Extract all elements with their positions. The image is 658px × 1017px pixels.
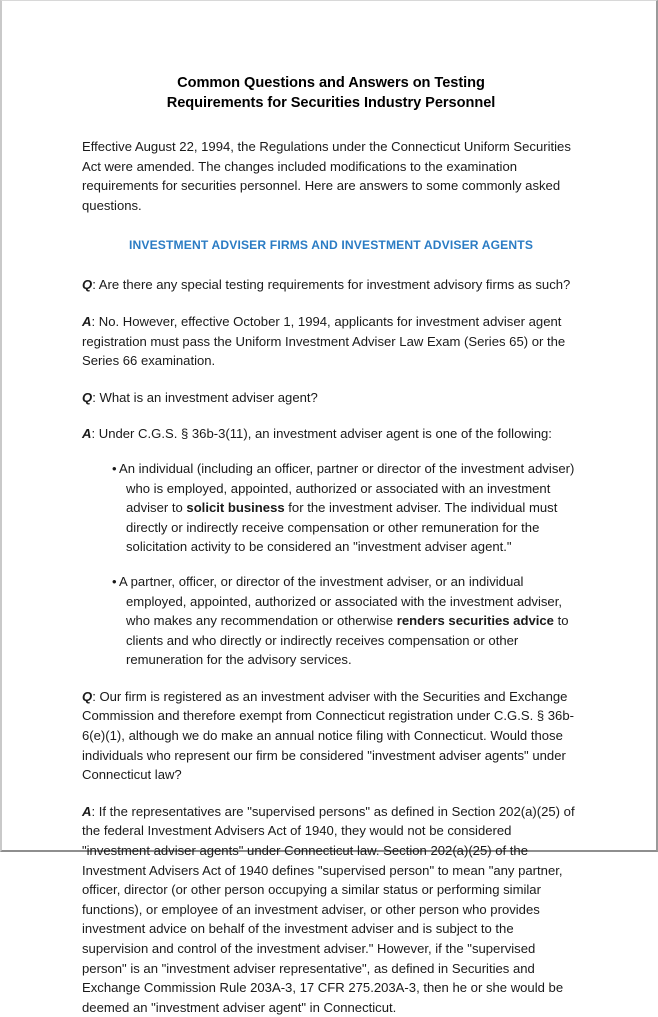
intro-paragraph: Effective August 22, 1994, the Regulations under the Connecticut Uniform Securities Act were amended. The changes included modifications to the examination requirements for securities personnel. Here are answers to some commonly asked questions. [82,139,571,213]
answer-marker: A [82,426,92,442]
spacer [82,215,580,237]
list-item [82,572,580,670]
spacer [82,371,580,388]
spacer [82,113,580,137]
list-item [82,459,580,557]
answer-colon: : [91,313,96,329]
question-marker: Q [82,389,93,405]
list-item-text-part-2: to clients and who directly or indirectly receives compensation or other remuneration for the advisory services. [126,613,569,668]
question-colon: : [92,688,96,704]
list-item-emphasis: renders securities advice [396,613,554,629]
question-colon: : [92,389,96,405]
answer-colon: : [91,426,96,442]
question-3-text: Our firm is registered as an investment adviser with the Securities and Exchange Commission and therefore exempt from Connecticut registration under C.G.S. § 36b-6(e)(1), although we do make an annual notice filing with Connecticut. Would those individuals who represent our firm be considered "investment adviser agents" under Connecticut law? [82,688,574,783]
spacer [82,253,580,275]
bullet-icon: • [112,460,117,476]
spacer [82,444,580,459]
answer-3 [82,802,580,1017]
document-content [82,73,580,1017]
question-colon: : [92,277,96,293]
question-2 [82,388,580,408]
section-heading: INVESTMENT ADVISER FIRMS AND INVESTMENT ADVISER AGENTS [128,238,534,253]
page-title-line-2: Requirements for Securities Industry Personnel [166,95,496,111]
list-item-emphasis: solicit business [186,500,285,516]
bullet-icon: • [112,573,117,589]
question-marker: Q [82,688,93,704]
question-2-text: What is an investment adviser agent? [95,389,318,405]
question-1 [82,275,580,295]
list-item-text-part-1: An individual (including an officer, partner or director of the investment adviser) who is employed, appointed, authorized or associated with an investment adviser to [119,460,575,516]
spacer [82,785,580,802]
list-item-text-part-2: for the investment adviser. The individual must directly or indirectly receive compensation or other remuneration for the solicitation activity to be considered an "investment adviser agent." [126,500,558,555]
answer-colon: : [91,803,96,819]
answer-2-text: Under C.G.S. § 36b-3(11), an investment adviser agent is one of the following: [95,426,552,442]
page-title [82,73,580,113]
spacer [82,407,580,424]
question-1-text: Are there any special testing requirements for investment advisory firms as such? [95,277,571,293]
page-title-line-1: Common Questions and Answers on Testing [177,75,485,91]
answer-1 [82,312,580,371]
answer-3-text: If the representatives are "supervised persons" as defined in Section 202(a)(25) of the federal Investment Advisers Act of 1940, they would not be considered "investment adviser agents" under Connecticut law. Section 202(a)(25) of the Investment Advisers Act of 1940 defines "supervised person" to mean "any partner, officer, director (or other person occupying a similar status or performing similar functions), or employee of an investment adviser, or other person who provides investment advice on behalf of the investment adviser and is subject to the supervision and control of the investment adviser." However, if the "supervised person" is an "investment adviser representative", as defined in Securities and Exchange Commission Rule 203A-3, 17 CFR 275.203A-3, then he or she would be deemed an "investment adviser agent" in Connecticut. [82,803,575,1015]
spacer [82,295,580,312]
answer-marker: A [82,803,92,819]
answer-marker: A [82,313,92,329]
list-item-text-part-1: A partner, officer, or director of the investment adviser, or an individual employed, appointed, authorized or associated with the investment adviser, who makes any recommendation or otherwise [119,573,562,629]
question-marker: Q [82,277,93,293]
answer-2 [82,424,580,444]
spacer [82,670,580,687]
answer-1-text: No. However, effective October 1, 1994, applicants for investment adviser agent registration must pass the Uniform Investment Adviser Law Exam (Series 65) or the Series 66 examination. [82,313,566,369]
definition-list [82,459,580,670]
question-3 [82,687,580,785]
